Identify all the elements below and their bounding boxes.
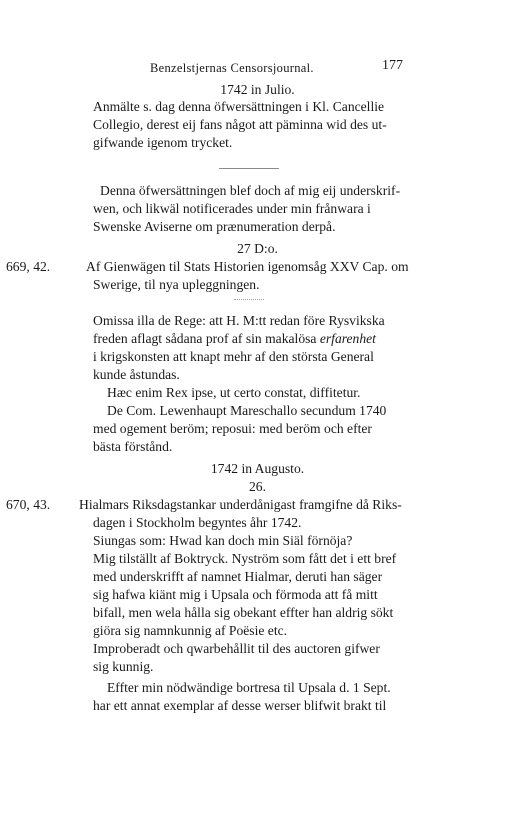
entry-number: 669, 42. xyxy=(6,259,51,274)
text-line: med underskrifft af namnet Hialmar, deruti han säger xyxy=(93,569,383,584)
text-line: dagen i Stockholm begyntes åhr 1742. xyxy=(93,515,302,530)
text-line: Anmälte s. dag denna öfwersättningen i Kl. Cancellie xyxy=(93,99,385,114)
text-line: Effter min nödwändige bortresa til Upsala d. 1 Sept. xyxy=(107,680,391,695)
separator-dots xyxy=(234,299,264,300)
text-line: med ogement beröm; reposui: med beröm och efter xyxy=(93,421,372,436)
text-line: wen, och likwäl notificerades under min frånwara i xyxy=(93,201,371,216)
text-line: Swerige, til nya upleggningen. xyxy=(93,277,260,292)
text-line: Af Gienwägen til Stats Historien igenomsåg XXV Cap. om xyxy=(86,259,409,274)
text-line: bifall, men wela hålla sig obekant effter han aldrig sökt xyxy=(93,605,394,620)
page-number: 177 xyxy=(382,58,403,73)
running-title: Benzelstjernas Censorsjournal. xyxy=(150,61,314,75)
day-heading: 26. xyxy=(249,479,266,494)
text-line: Collegio, derest eij fans något att päminna wid des ut- xyxy=(93,117,387,132)
text-line: Siungas som: Hwad kan doch min Siäl förnöja? xyxy=(93,533,353,548)
day-heading: 27 D:o. xyxy=(237,241,278,256)
date-heading: 1742 in Julio. xyxy=(220,82,295,97)
text-line: i krigskonsten att knapt mehr af den största General xyxy=(93,349,374,364)
text-line: Improberadt och qwarbehållit til des auctoren gifwer xyxy=(93,641,380,656)
text-line: Omissa illa de Rege: att H. M:tt redan före Rysvikska xyxy=(93,313,385,328)
italic-word: erfarenhet xyxy=(319,331,376,346)
text-run: freden aflagt sådana prof af sin makalösa xyxy=(93,331,320,346)
text-line-with-italic xyxy=(93,331,376,347)
text-line: kunde åstundas. xyxy=(93,367,180,382)
text-line: Swenske Aviserne om prænumeration derpå. xyxy=(93,219,336,234)
text-line: Denna öfwersättningen blef doch af mig eij underskrif- xyxy=(100,183,401,198)
text-line: sig kunnig. xyxy=(93,659,154,674)
entry-number: 670, 43. xyxy=(6,497,51,512)
separator-rule xyxy=(219,168,279,169)
text-line: sig hafwa kiänt mig i Upsala och förmoda att få mitt xyxy=(93,587,378,602)
text-line: De Com. Lewenhaupt Mareschallo secundum 1740 xyxy=(107,403,387,418)
text-line: Hialmars Riksdagstankar underdånigast framgifne då Riks- xyxy=(79,497,402,512)
text-line: giöra sig namnkunnig af Poësie etc. xyxy=(93,623,288,638)
text-line: Hæc enim Rex ipse, ut certo constat, diffitetur. xyxy=(107,385,361,400)
text-line: bästa förstånd. xyxy=(93,439,173,454)
text-line: har ett annat exemplar af desse werser blifwit brakt til xyxy=(93,698,387,713)
text-line: gifwande igenom trycket. xyxy=(93,135,233,150)
date-heading: 1742 in Augusto. xyxy=(210,461,305,476)
text-line: Mig tilställt af Boktryck. Nyström som fått det i ett bref xyxy=(93,551,397,566)
